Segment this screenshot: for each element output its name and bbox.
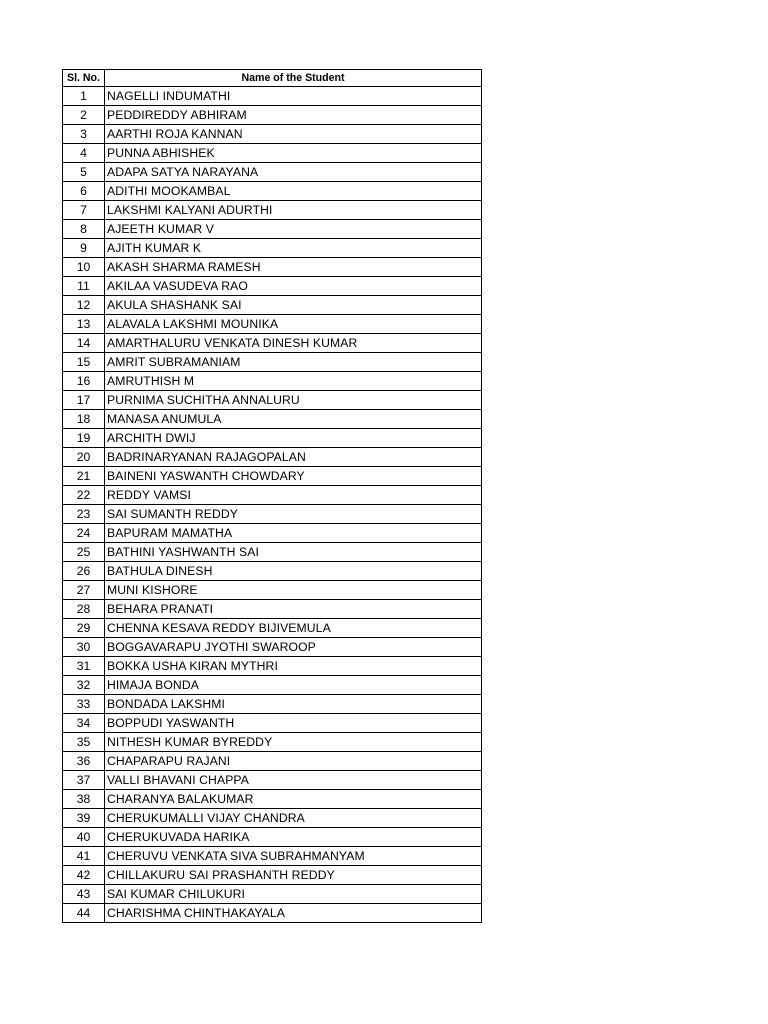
student-name-cell: BAINENI YASWANTH CHOWDARY (105, 467, 482, 486)
table-row (63, 144, 482, 163)
serial-number-cell: 4 (63, 144, 105, 163)
student-name-cell: CHERUKUVADA HARIKA (105, 828, 482, 847)
serial-number-cell: 37 (63, 771, 105, 790)
table-row (63, 182, 482, 201)
serial-number-cell: 40 (63, 828, 105, 847)
table-row (63, 296, 482, 315)
table-row (63, 163, 482, 182)
table-row (63, 790, 482, 809)
serial-number-cell: 1 (63, 87, 105, 106)
student-name-cell: AARTHI ROJA KANNAN (105, 125, 482, 144)
student-name-cell: CHENNA KESAVA REDDY BIJIVEMULA (105, 619, 482, 638)
serial-number-cell: 44 (63, 904, 105, 923)
serial-number-cell: 5 (63, 163, 105, 182)
student-name-cell: SAI SUMANTH REDDY (105, 505, 482, 524)
student-name-cell: CHARANYA BALAKUMAR (105, 790, 482, 809)
serial-number-cell: 19 (63, 429, 105, 448)
student-name-cell: BAPURAM MAMATHA (105, 524, 482, 543)
student-list-table (62, 69, 482, 923)
table-row (63, 239, 482, 258)
table-row (63, 87, 482, 106)
student-name-cell: VALLI BHAVANI CHAPPA (105, 771, 482, 790)
student-name-cell: BONDADA LAKSHMI (105, 695, 482, 714)
table-row (63, 562, 482, 581)
serial-number-cell: 21 (63, 467, 105, 486)
table-row (63, 106, 482, 125)
student-name-cell: PUNNA ABHISHEK (105, 144, 482, 163)
table-row (63, 543, 482, 562)
serial-number-cell: 15 (63, 353, 105, 372)
student-name-cell: AKULA SHASHANK SAI (105, 296, 482, 315)
student-name-cell: NITHESH KUMAR BYREDDY (105, 733, 482, 752)
serial-number-cell: 36 (63, 752, 105, 771)
serial-number-cell: 18 (63, 410, 105, 429)
serial-number-cell: 42 (63, 866, 105, 885)
table-row (63, 619, 482, 638)
serial-number-cell: 6 (63, 182, 105, 201)
table-row (63, 125, 482, 144)
serial-number-cell: 29 (63, 619, 105, 638)
student-name-cell: BOKKA USHA KIRAN MYTHRI (105, 657, 482, 676)
table-row (63, 885, 482, 904)
table-row (63, 733, 482, 752)
student-name-cell: ADAPA SATYA NARAYANA (105, 163, 482, 182)
header-student-name: Name of the Student (105, 70, 482, 87)
serial-number-cell: 13 (63, 315, 105, 334)
table-row (63, 448, 482, 467)
student-name-cell: CHILLAKURU SAI PRASHANTH REDDY (105, 866, 482, 885)
student-name-cell: HIMAJA BONDA (105, 676, 482, 695)
serial-number-cell: 23 (63, 505, 105, 524)
student-name-cell: REDDY VAMSI (105, 486, 482, 505)
serial-number-cell: 33 (63, 695, 105, 714)
serial-number-cell: 27 (63, 581, 105, 600)
serial-number-cell: 16 (63, 372, 105, 391)
student-name-cell: CHERUKUMALLI VIJAY CHANDRA (105, 809, 482, 828)
student-name-cell: AMRUTHISH M (105, 372, 482, 391)
student-name-cell: NAGELLI INDUMATHI (105, 87, 482, 106)
table-row (63, 258, 482, 277)
student-name-cell: BOPPUDI YASWANTH (105, 714, 482, 733)
student-name-cell: AMRIT SUBRAMANIAM (105, 353, 482, 372)
serial-number-cell: 3 (63, 125, 105, 144)
serial-number-cell: 31 (63, 657, 105, 676)
student-name-cell: CHERUVU VENKATA SIVA SUBRAHMANYAM (105, 847, 482, 866)
table-row (63, 410, 482, 429)
student-name-cell: BATHINI YASHWANTH SAI (105, 543, 482, 562)
student-name-cell: BOGGAVARAPU JYOTHI SWAROOP (105, 638, 482, 657)
table-row (63, 486, 482, 505)
serial-number-cell: 25 (63, 543, 105, 562)
serial-number-cell: 43 (63, 885, 105, 904)
student-name-cell: MUNI KISHORE (105, 581, 482, 600)
serial-number-cell: 14 (63, 334, 105, 353)
serial-number-cell: 38 (63, 790, 105, 809)
serial-number-cell: 8 (63, 220, 105, 239)
table-row (63, 201, 482, 220)
serial-number-cell: 26 (63, 562, 105, 581)
table-header-row (63, 70, 482, 87)
serial-number-cell: 28 (63, 600, 105, 619)
student-name-cell: LAKSHMI KALYANI ADURTHI (105, 201, 482, 220)
table-row (63, 904, 482, 923)
serial-number-cell: 10 (63, 258, 105, 277)
header-sl-no: Sl. No. (63, 70, 105, 87)
serial-number-cell: 7 (63, 201, 105, 220)
table-row (63, 771, 482, 790)
serial-number-cell: 35 (63, 733, 105, 752)
serial-number-cell: 20 (63, 448, 105, 467)
table-row (63, 676, 482, 695)
student-name-cell: ARCHITH DWIJ (105, 429, 482, 448)
student-name-cell: AKASH SHARMA RAMESH (105, 258, 482, 277)
table-row (63, 638, 482, 657)
serial-number-cell: 2 (63, 106, 105, 125)
student-name-cell: AMARTHALURU VENKATA DINESH KUMAR (105, 334, 482, 353)
table-row (63, 315, 482, 334)
table-row (63, 847, 482, 866)
table-row (63, 505, 482, 524)
serial-number-cell: 32 (63, 676, 105, 695)
serial-number-cell: 9 (63, 239, 105, 258)
student-name-cell: AJITH KUMAR K (105, 239, 482, 258)
student-name-cell: BEHARA PRANATI (105, 600, 482, 619)
student-name-cell: SAI KUMAR CHILUKURI (105, 885, 482, 904)
serial-number-cell: 24 (63, 524, 105, 543)
table-row (63, 695, 482, 714)
table-row (63, 714, 482, 733)
serial-number-cell: 11 (63, 277, 105, 296)
serial-number-cell: 41 (63, 847, 105, 866)
table-row (63, 334, 482, 353)
table-body (63, 87, 482, 923)
serial-number-cell: 12 (63, 296, 105, 315)
serial-number-cell: 30 (63, 638, 105, 657)
table-row (63, 866, 482, 885)
table-row (63, 828, 482, 847)
serial-number-cell: 22 (63, 486, 105, 505)
student-name-cell: CHAPARAPU RAJANI (105, 752, 482, 771)
table-row (63, 600, 482, 619)
table-row (63, 353, 482, 372)
student-name-cell: ALAVALA LAKSHMI MOUNIKA (105, 315, 482, 334)
student-name-cell: AKILAA VASUDEVA RAO (105, 277, 482, 296)
student-name-cell: BADRINARYANAN RAJAGOPALAN (105, 448, 482, 467)
student-name-cell: PURNIMA SUCHITHA ANNALURU (105, 391, 482, 410)
student-name-cell: BATHULA DINESH (105, 562, 482, 581)
table-row (63, 277, 482, 296)
table-row (63, 581, 482, 600)
student-name-cell: PEDDIREDDY ABHIRAM (105, 106, 482, 125)
student-name-cell: ADITHI MOOKAMBAL (105, 182, 482, 201)
table-row (63, 391, 482, 410)
table-row (63, 220, 482, 239)
serial-number-cell: 34 (63, 714, 105, 733)
table-row (63, 372, 482, 391)
table-row (63, 657, 482, 676)
table-row (63, 524, 482, 543)
serial-number-cell: 39 (63, 809, 105, 828)
serial-number-cell: 17 (63, 391, 105, 410)
table-row (63, 467, 482, 486)
student-name-cell: MANASA ANUMULA (105, 410, 482, 429)
table-row (63, 752, 482, 771)
table-row (63, 429, 482, 448)
table-row (63, 809, 482, 828)
student-name-cell: CHARISHMA CHINTHAKAYALA (105, 904, 482, 923)
student-name-cell: AJEETH KUMAR V (105, 220, 482, 239)
